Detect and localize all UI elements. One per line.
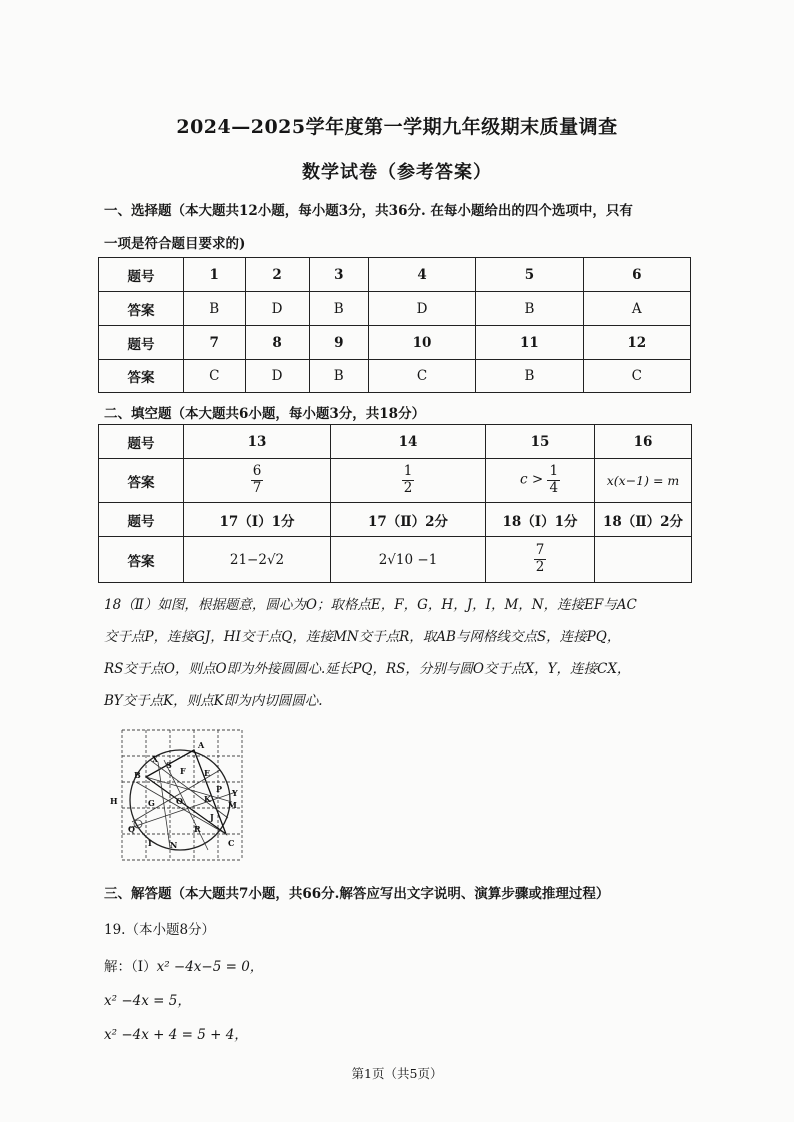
answer-cell: C [184,360,246,393]
figure-label: K [204,794,211,804]
figure-label: J [210,812,214,822]
row-label-question: 题号 [99,258,184,292]
equation: x² −4x = 5， [104,993,191,1009]
question-number: 16 [595,425,692,459]
explanation-line: RS交于点O，则点O即为外接圆圆心.延长PQ，RS，分别与圆O交于点X，Y，连接CX， [104,661,631,677]
denominator: 7 [252,480,262,496]
figure-label: S [166,760,172,770]
answer-cell [486,459,595,503]
answer-cell: B [476,360,583,393]
question-number: 10 [368,326,475,360]
question-number: 4 [368,258,475,292]
answer-cell [486,537,595,583]
answer-cell [184,459,331,503]
equation: x² −4x + 4 = 5 + 4， [104,1027,248,1043]
choice-answer-table [98,257,691,393]
question-19-heading: 19.（本小题8分） [104,922,216,938]
row-label-question: 题号 [99,425,184,459]
page-title: 2024—2025学年度第一学期九年级期末质量调查 [176,116,618,138]
page-subtitle: 数学试卷（参考答案） [302,162,492,183]
question-number: 5 [476,258,583,292]
fraction [534,543,547,575]
figure-label: X [152,754,159,764]
answer-cell: C [368,360,475,393]
section1-heading-line2: 一项是符合题目要求的) [104,236,246,252]
table-row [99,360,691,393]
answer-cell [595,537,692,583]
numerator: 1 [549,463,559,480]
figure-label: Q [128,824,135,834]
page-footer: 第1页（共5页） [351,1066,443,1081]
question-number: 6 [583,258,690,292]
section2-heading: 二、填空题（本大题共6小题，每小题3分，共18分） [104,406,426,422]
numerator: 7 [535,542,545,559]
answer-cell: B [184,292,246,326]
figure-label: O [176,796,183,806]
row-label-answer: 答案 [99,292,184,326]
row-label-answer: 答案 [99,360,184,393]
answer-cell: D [245,292,309,326]
figure-label: E [204,768,211,778]
question-number: 2 [245,258,309,292]
figure-label: G [148,798,155,808]
figure-label: B [134,770,141,780]
answer-cell: D [368,292,475,326]
table-row [99,258,691,292]
question-number: 8 [245,326,309,360]
table-row [99,425,692,459]
figure-label: R [194,824,201,834]
fraction [402,464,415,496]
question-number: 7 [184,326,246,360]
explanation-line: BY交于点K，则点K即为内切圆圆心. [104,693,323,709]
answer-cell: 2√10 −1 [331,537,486,583]
answer-cell: C [583,360,690,393]
answer-cell: D [245,360,309,393]
question-number: 18（Ⅰ）1分 [486,503,595,537]
row-label-answer: 答案 [99,459,184,503]
numerator: 1 [403,463,413,480]
row-label-answer: 答案 [99,537,184,583]
fraction [547,464,560,496]
fraction [251,464,264,496]
row-label-question: 题号 [99,503,184,537]
denominator: 4 [549,480,559,496]
question-number: 12 [583,326,690,360]
question-number: 1 [184,258,246,292]
figure-label: N [170,840,178,850]
explanation-line: 18（Ⅱ）如图，根据题意，圆心为O；取格点E，F，G，H，J，I，M，N，连接EF与AC [104,597,637,613]
answer-cell: 21−2√2 [184,537,331,583]
question-number: 17（Ⅰ）1分 [184,503,331,537]
answer-cell [331,459,486,503]
question-number: 15 [486,425,595,459]
table-row [99,537,692,583]
explanation-line: 交于点P，连接GJ，HI交于点Q，连接MN交于点R，取AB与网格线交点S，连接PQ， [104,629,621,645]
answer-cell: x(x−1) = m [595,459,692,503]
fill-blank-answer-table [98,424,692,583]
table-row [99,503,692,537]
inequality-prefix: c > [519,472,544,488]
answer-cell: B [309,292,368,326]
numerator: 6 [252,463,262,480]
figure-label: F [180,766,186,776]
figure-label: P [216,784,223,794]
denominator: 2 [535,559,545,575]
answer-cell: B [476,292,583,326]
table-row [99,459,692,503]
figure-label: A [198,740,205,750]
question-number: 3 [309,258,368,292]
table-row [99,292,691,326]
question-number: 11 [476,326,583,360]
figure-label: I [148,838,152,848]
figure-label: Y [232,788,238,798]
circle-grid-figure [108,722,258,864]
section1-heading-line1: 一、选择题（本大题共12小题，每小题3分，共36分. 在每小题给出的四个选项中，只有 [104,203,633,219]
answer-cell: A [583,292,690,326]
denominator: 2 [403,480,413,496]
question-number: 18（Ⅱ）2分 [595,503,692,537]
row-label-question: 题号 [99,326,184,360]
question-number: 17（Ⅱ）2分 [331,503,486,537]
solution-step [104,955,263,975]
figure-label: M [228,800,237,810]
question-number: 9 [309,326,368,360]
equation: x² −4x−5 = 0， [156,959,264,975]
question-number: 14 [331,425,486,459]
figure-label: C [228,838,235,848]
solution-prefix: 解：（Ⅰ） [104,959,157,975]
question-number: 13 [184,425,331,459]
figure-label: H [110,796,118,806]
table-row [99,326,691,360]
answer-cell: B [309,360,368,393]
section3-heading: 三、解答题（本大题共7小题，共66分.解答应写出文字说明、演算步骤或推理过程） [104,886,610,902]
